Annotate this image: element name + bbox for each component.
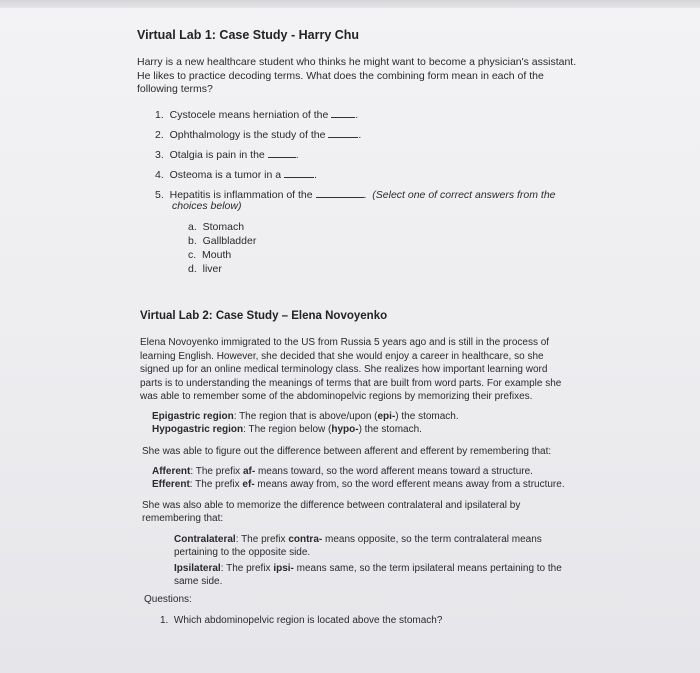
prefix: af- — [242, 466, 256, 477]
lab1-question-5: 5. Hepatitis is inflammation of the . (Select one of correct answers from the — [155, 189, 556, 201]
text: : The region that is above/upon ( — [233, 411, 378, 422]
question-text: Osteoma is a tumor in a — [169, 169, 282, 181]
lab2-intro-line-3: signed up for an online medical terminology class. She realizes how important learning word — [140, 364, 548, 375]
answer-blank[interactable] — [268, 147, 296, 158]
term: Hypogastric region — [152, 424, 244, 435]
question-number: 3. — [155, 149, 164, 161]
text: ) the stomach. — [395, 411, 459, 422]
text: means away from, so the word efferent means away from a structure. — [254, 479, 565, 490]
question-number: 1. — [160, 615, 169, 626]
lab1-intro-line-3: following terms? — [137, 83, 213, 95]
choice-text: liver — [202, 263, 222, 275]
term: Ipsilateral — [174, 563, 221, 574]
choice-b — [188, 234, 256, 248]
prefix: epi- — [377, 411, 396, 422]
term: Afferent — [152, 466, 191, 477]
question-text: Hepatitis is inflammation of the — [169, 189, 313, 201]
q5-note-continued: choices below) — [172, 200, 242, 212]
term: Epigastric region — [152, 411, 234, 422]
question-text: Cystocele means herniation of the — [169, 109, 329, 121]
questions-label: Questions: — [144, 594, 192, 605]
hypogastric-definition — [152, 424, 422, 435]
choice-text: Gallbladder — [202, 235, 257, 247]
epigastric-definition — [152, 411, 459, 422]
text: means same, so the term ipsilateral means pertaining to the — [293, 563, 562, 574]
choice-text: Stomach — [202, 221, 245, 233]
lab1-title: Virtual Lab 1: Case Study - Harry Chu — [137, 28, 360, 42]
question-text: Which abdominopelvic region is located above the stomach? — [173, 615, 443, 626]
text: : The prefix — [189, 479, 243, 490]
contra-intro-line-1: She was also able to memorize the difference between contralateral and ipsilateral by — [142, 500, 521, 511]
choice-letter: c. — [188, 249, 197, 261]
lab1-question-3: 3. Otalgia is pain in the . — [155, 149, 299, 161]
question-number: 4. — [155, 169, 164, 181]
contra-intro-line-2: remembering that: — [142, 512, 224, 524]
choice-letter: b. — [188, 235, 197, 247]
question-number: 5. — [155, 189, 164, 201]
contra-intro — [142, 500, 520, 525]
prefix: contra- — [288, 534, 323, 545]
text: : The prefix — [220, 563, 274, 574]
prefix: ef- — [242, 479, 255, 490]
term: Efferent — [152, 479, 190, 490]
lab1-intro-line-1: Harry is a new healthcare student who thinks he might want to become a physician's assistant. — [137, 56, 577, 68]
text-line-2: pertaining to the opposite side. — [174, 546, 311, 558]
term: Contralateral — [174, 534, 236, 545]
choice-letter: d. — [188, 263, 197, 275]
text: : The prefix — [190, 466, 243, 477]
lab2-intro-line-4: parts is to understanding the meanings of terms that are built from word parts. For example she — [140, 377, 562, 389]
prefix: ipsi- — [273, 563, 294, 574]
question-number: 2. — [155, 129, 164, 141]
lab1-intro — [137, 56, 576, 97]
prefix: hypo- — [331, 424, 359, 435]
lab2-question-1 — [160, 615, 442, 626]
text: : The prefix — [235, 534, 289, 545]
choice-text: Mouth — [202, 249, 232, 261]
text: means opposite, so the term contralateral means — [322, 534, 542, 545]
choice-c — [188, 248, 256, 262]
text: means toward, so the word afferent means toward a structure. — [255, 466, 533, 477]
answer-blank[interactable] — [316, 187, 364, 198]
afferent-definition — [152, 466, 533, 477]
answer-blank[interactable] — [328, 127, 358, 138]
lab2-title: Virtual Lab 2: Case Study – Elena Novoyenko — [140, 310, 388, 322]
ipsilateral-definition — [174, 563, 562, 588]
lab1-question-1: 1. Cystocele means herniation of the . — [155, 109, 359, 121]
question-number: 1. — [155, 109, 164, 121]
q5-note: (Select one of correct answers from the — [372, 189, 556, 201]
choice-d — [188, 262, 256, 276]
lab2-intro-line-1: Elena Novoyenko immigrated to the US from Russia 5 years ago and is still in the process of — [140, 337, 550, 348]
lab2-intro-line-5: was able to remember some of the abdominopelvic regions by memorizing their prefixes. — [140, 391, 533, 402]
lab1-choices — [188, 220, 256, 276]
choice-a — [188, 220, 256, 234]
question-text: Otalgia is pain in the — [169, 149, 265, 161]
contralateral-definition — [174, 534, 542, 559]
answer-blank[interactable] — [284, 167, 314, 178]
lab1-question-2: 2. Ophthalmology is the study of the . — [155, 129, 362, 141]
choice-letter: a. — [188, 221, 197, 233]
lab2-intro-line-2: learning English. However, she decided that she would enjoy a career in healthcare, so she — [140, 350, 544, 362]
lab1-question-4: 4. Osteoma is a tumor in a . — [155, 169, 317, 181]
text-line-2: same side. — [174, 575, 223, 587]
answer-blank[interactable] — [331, 107, 355, 118]
lab1-intro-line-2: He likes to practice decoding terms. What does the combining form mean in each of the — [137, 69, 544, 82]
efferent-definition — [152, 479, 565, 490]
lab2-intro — [140, 336, 561, 404]
question-text: Ophthalmology is the study of the — [169, 129, 326, 141]
text: : The region below ( — [243, 424, 332, 435]
text: ) the stomach. — [358, 424, 422, 435]
afferent-intro: She was able to figure out the difference between afferent and efferent by remembering that: — [142, 446, 552, 457]
